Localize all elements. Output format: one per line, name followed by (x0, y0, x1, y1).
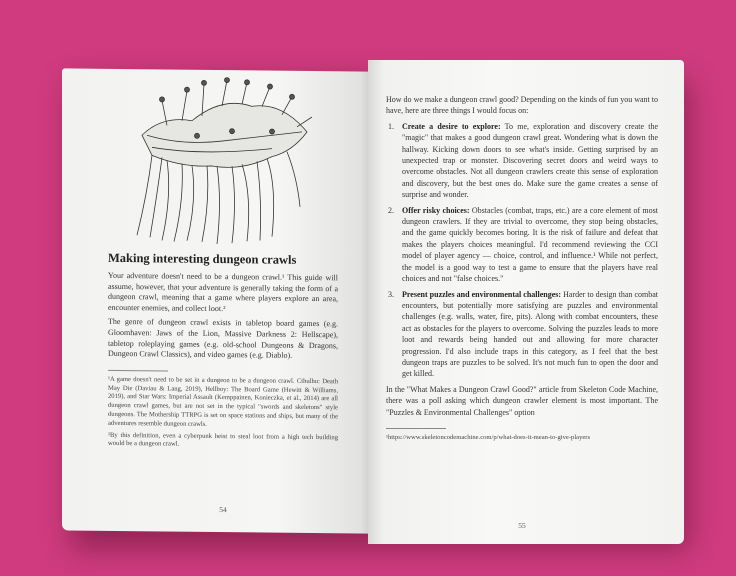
footnote-divider (108, 370, 168, 372)
creature-illustration (122, 75, 322, 247)
right-page (368, 60, 684, 544)
focus-list (386, 121, 658, 380)
page-number: 55 (518, 521, 526, 530)
body-paragraph: Your adventure doesn't need to be a dungeon crawl.¹ This guide will assume, however, that your adventure is generally taking the form of a dungeon crawl, meaning that a game where players explore an area, encounter enemies, and collect loot.² (108, 270, 338, 313)
left-text-column (108, 251, 338, 515)
footnote: ¹A game doesn't need to be set in a dungeon to be a dungeon crawl. Cthulhu: Death May Die (Daviau & Lang, 2019), Hellboy: The Board Game (Hewitt & Williams, 2019), and Star Wars: Imperial Assault (Kemppainen, Konieczka, et al., 2014) are all dungeon crawl games, but are not set in the typical "swords and skeletons" style dungeons. The Mothership TTRPG is set on space stations and ships, but many of the adventures resemble dungeon crawls. (108, 375, 338, 428)
section-heading: Making interesting dungeon crawls (108, 250, 297, 267)
item-title: Present puzzles and environmental challenges: (402, 289, 562, 299)
intro-paragraph: How do we make a dungeon crawl good? Depending on the kinds of fun you want to have, here are three things I would focus on: (386, 95, 658, 116)
right-text-column (386, 94, 658, 530)
body-paragraph: The genre of dungeon crawl exists in tabletop board games (e.g. Gloomhaven: Jaws of the Lion, Massive Darkness 2: Hellscape), tabletop roleplaying games (e.g. old-school Dungeons & Dragons, Dungeon Crawl Classics), and video games (e.g. Diablo). (108, 317, 338, 360)
item-text: Obstacles (combat, traps, etc.) are a core element of most dungeon crawlers. If they are trivial to overcome, they stop being obstacles, and the game quickly becomes boring. It is the risk of failure and defeat that makes the players choices meaningful. I'd recommend reviewing the CCI model of player agency — choice, control, and influence.¹ While not perfect, the model is a good way to test a game to ensure that the players have real choices and not "false choices." (402, 205, 658, 284)
footnote-link: ¹https://www.skeletoncodemachine.com/p/what-does-it-mean-to-give-players (386, 433, 591, 441)
page-number: 54 (219, 505, 227, 515)
list-item: 3. Present puzzles and environmental challenges: Harder to design than combat encounters, but potentially more satisfying are puzzles and environmental challenges (e.g. walls, water, fire, pits). Along with combat encounters, these act as obstacles for the players to overcome. Solving the puzzles leads to more loot and rewards being handed out and allowing for more character progression. I'd also include traps in this category, as I feel that the best dungeon traps are puzzles to be solved. It's not much fun to open the door and get killed. (388, 289, 659, 379)
closing-paragraph: In the "What Makes a Dungeon Crawl Good?" article from Skeleton Code Machine, there was a poll asking which dungeon crawler element is most important. The "Puzzles & Environmental Challenges" option (386, 384, 658, 417)
left-page (62, 68, 370, 533)
list-item: 2. Offer risky choices: Obstacles (combat, traps, etc.) are a core element of most dungeon crawlers. If they are trivial to overcome, they stop being obstacles, and the game quickly becomes boring. It is the risk of failure and defeat that makes the players choices meaningful. I'd recommend reviewing the CCI model of player agency — choice, control, and influence.¹ While not perfect, the model is a good way to test a game to ensure that the players have real choices and not "false choices." (388, 205, 658, 284)
item-text: Harder to design than combat encounters, but potentially more satisfying are puzzles and environmental challenges (e.g. walls, water, fire, pits). Along with combat encounters, these act as obstacles for the players to overcome. Solving the puzzles leads to more loot and rewards being handed out and allowing for more character progression. I'd also include traps in this category, as I feel that the best dungeon traps are puzzles to be solved. It's not much fun to open the door and get killed. (402, 289, 659, 379)
item-title: Create a desire to explore: (402, 121, 501, 131)
item-text: To me, exploration and discovery create the "magic" that makes a good dungeon crawl great. Wondering what is down the hallway. Kicking down doors to see what's inside. Getting surprised by an unexpected trap or monster. Discovering secret doors and weird ways to overcome obstacles. Not all dungeon crawlers create this sense of exploration and discovery, but the best ones do. Make sure the game creates a sense of surprise and wonder. (402, 121, 659, 200)
list-item: 1. Create a desire to explore: To me, exploration and discovery create the "magic" that makes a good dungeon crawl great. Wondering what is down the hallway. Kicking down doors to see what's inside. Getting surprised by an unexpected trap or monster. Discovering secret doors and weird ways to overcome obstacles. Not all dungeon crawlers create this sense of exploration and discovery, but the best ones do. Make sure the game creates a sense of surprise and wonder. (388, 121, 659, 200)
item-title: Offer risky choices: (402, 205, 470, 215)
footnote-divider (386, 428, 446, 429)
footnote: ²By this definition, even a cyberpunk heist to steal loot from a high tech building would be a dungeon crawl. (108, 431, 338, 448)
